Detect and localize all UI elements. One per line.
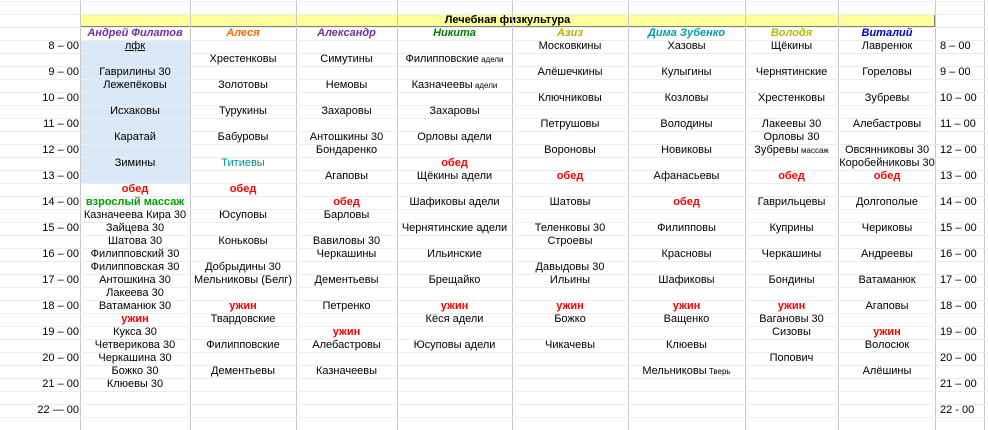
cell-text: Ильины: [549, 274, 591, 286]
cell-text: Кукса 30: [113, 326, 157, 338]
cell-text: обед: [778, 170, 805, 182]
cell-text: Давыдовы 30: [535, 261, 605, 273]
time-label-left: 18 – 00: [42, 300, 79, 312]
grid-hline: [0, 14, 988, 15]
schedule-cell[interactable]: [190, 300, 296, 313]
cell-text: Симутины: [320, 53, 373, 65]
cell-text: обед: [556, 170, 584, 182]
schedule-cell[interactable]: [80, 287, 190, 300]
cell-text: обед: [333, 196, 360, 208]
cell-text: Филипповские: [405, 53, 479, 65]
cell-text: Шафиковы адели: [409, 196, 500, 208]
schedule-cell[interactable]: [628, 118, 745, 131]
time-label-right: 13 – 00: [940, 170, 977, 182]
schedule-cell[interactable]: [296, 131, 397, 144]
time-label-right: 10 – 00: [940, 92, 977, 104]
cell-text: ужин: [777, 300, 806, 312]
schedule-cell[interactable]: [190, 339, 296, 352]
cell-text: Юсуповы: [219, 209, 267, 221]
cell-text: обед: [673, 196, 700, 208]
schedule-cell[interactable]: [80, 313, 190, 326]
cell-text: Коробейниковы 30: [839, 157, 935, 169]
schedule-cell[interactable]: [745, 274, 838, 287]
schedule-cell[interactable]: [745, 118, 838, 131]
cell-text: Шатовы: [549, 196, 591, 208]
cell-text: обед: [229, 183, 257, 195]
cell-text: Петренко: [322, 300, 371, 312]
schedule-cell[interactable]: [80, 300, 190, 313]
time-label-left: 15 – 00: [42, 222, 79, 234]
schedule-cell[interactable]: [512, 274, 628, 287]
grid-hline: [0, 27, 988, 28]
schedule-cell[interactable]: [512, 40, 628, 53]
schedule-cell[interactable]: [296, 248, 397, 261]
cell-text: Зубревы: [754, 144, 799, 156]
cell-text: Бондины: [768, 274, 815, 286]
schedule-cell[interactable]: [397, 170, 512, 183]
cell-text: Хрестенковы: [209, 53, 277, 65]
cell-text: Клюевы: [666, 339, 707, 351]
schedule-cell[interactable]: [296, 196, 397, 209]
schedule-cell[interactable]: [838, 66, 936, 79]
schedule-cell[interactable]: [512, 66, 628, 79]
cell-text: Лакеевы 30: [761, 118, 822, 130]
time-label-right: 22 - 00: [940, 404, 975, 416]
schedule-cell[interactable]: [397, 131, 512, 144]
schedule-cell[interactable]: [512, 261, 628, 274]
schedule-cell[interactable]: [80, 66, 190, 79]
schedule-cell[interactable]: [745, 352, 838, 365]
cell-text: Антошкины 30: [309, 131, 384, 143]
schedule-cell[interactable]: [80, 196, 190, 209]
schedule-cell[interactable]: [838, 365, 936, 378]
cell-text: обед: [121, 183, 149, 195]
schedule-cell[interactable]: [296, 105, 397, 118]
cell-text: Шатова 30: [107, 235, 163, 247]
cell-text: Алебастровы: [312, 339, 381, 351]
cell-text: Петрушовы: [540, 118, 600, 130]
cell-text: Агаповы: [865, 300, 909, 312]
cell-text: Строевы: [547, 235, 593, 247]
cell-note: адели: [472, 81, 498, 90]
cell-note: Тверь: [706, 367, 731, 376]
schedule-cell[interactable]: [745, 222, 838, 235]
schedule-cell[interactable]: [628, 274, 745, 287]
schedule-cell[interactable]: [628, 339, 745, 352]
cell-text: Хазовы: [667, 40, 706, 52]
schedule-cell[interactable]: [628, 196, 745, 209]
schedule-cell[interactable]: [628, 66, 745, 79]
schedule-cell[interactable]: [838, 222, 936, 235]
schedule-cell[interactable]: [80, 131, 190, 144]
schedule-cell[interactable]: [80, 261, 190, 274]
schedule-cell[interactable]: [190, 131, 296, 144]
cell-text: Ключниковы: [538, 92, 602, 104]
cell-text: Казначеевы: [315, 365, 378, 377]
cell-note: массаж: [798, 146, 829, 155]
schedule-cell[interactable]: [745, 196, 838, 209]
time-label-left: 22 — 00: [37, 404, 79, 416]
schedule-cell[interactable]: [296, 53, 397, 66]
schedule-cell[interactable]: [838, 326, 936, 339]
cell-text: ужин: [672, 300, 701, 312]
cell-text: Афанасьевы: [653, 170, 720, 182]
time-label-right: 16 – 00: [940, 248, 977, 260]
cell-text: Филипповы: [657, 222, 716, 234]
schedule-cell[interactable]: [512, 235, 628, 248]
cell-text: ужин: [332, 326, 361, 338]
column-header-c1: Алеся: [226, 27, 260, 39]
time-label-left: 14 – 00: [42, 196, 79, 208]
cell-text: Гореловы: [862, 66, 912, 78]
cell-text: Чернятинские адели: [401, 222, 508, 234]
cell-text: Володины: [660, 118, 713, 130]
cell-text: ужин: [440, 300, 469, 312]
cell-text: Попович: [769, 352, 814, 364]
cell-text: Захаровы: [429, 105, 480, 117]
schedule-cell[interactable]: [190, 79, 296, 92]
cell-text: Казначеевы: [411, 79, 473, 91]
schedule-cell[interactable]: [80, 248, 190, 261]
cell-text: Алёшины: [862, 365, 912, 377]
cell-text: Филипповская 30: [90, 261, 180, 273]
cell-text: Андреевы: [861, 248, 913, 260]
time-label-left: 17 – 00: [42, 274, 79, 286]
schedule-cell[interactable]: [512, 170, 628, 183]
cell-text: Орловы 30: [763, 131, 820, 143]
schedule-cell[interactable]: [80, 235, 190, 248]
cell-text: Ильинские: [427, 248, 482, 260]
cell-note: адели: [478, 55, 504, 64]
cell-text: Щёкины адели: [416, 170, 493, 182]
schedule-cell[interactable]: [80, 79, 190, 92]
schedule-cell[interactable]: [745, 40, 838, 53]
schedule-cell[interactable]: [397, 313, 512, 326]
schedule-cell[interactable]: [745, 92, 838, 105]
schedule-cell[interactable]: [296, 365, 397, 378]
grid-hline: [0, 391, 988, 392]
schedule-cell[interactable]: [296, 339, 397, 352]
column-header-c2: Александр: [317, 27, 376, 39]
cell-text: Зайцева 30: [105, 222, 165, 234]
cell-text: Гаврильцевы: [757, 196, 826, 208]
time-label-right: 21 – 00: [940, 378, 977, 390]
schedule-cell[interactable]: [397, 53, 512, 66]
cell-text: Филипповские: [206, 339, 280, 351]
time-label-right: 15 – 00: [940, 222, 977, 234]
schedule-cell[interactable]: [512, 118, 628, 131]
schedule-cell[interactable]: [838, 300, 936, 313]
schedule-cell[interactable]: [512, 144, 628, 157]
schedule-cell[interactable]: [745, 131, 838, 144]
schedule-cell[interactable]: [745, 300, 838, 313]
schedule-cell[interactable]: [628, 313, 745, 326]
time-label-left: 12 – 00: [42, 144, 79, 156]
schedule-cell[interactable]: [296, 79, 397, 92]
time-label-left: 20 – 00: [42, 352, 79, 364]
schedule-cell[interactable]: [296, 235, 397, 248]
schedule-cell[interactable]: [397, 339, 512, 352]
cell-text: Московкины: [538, 40, 602, 52]
cell-text: Куприны: [769, 222, 814, 234]
cell-text: Кёся адели: [425, 313, 484, 325]
schedule-cell[interactable]: [80, 326, 190, 339]
cell-text: Барловы: [323, 209, 370, 221]
cell-text: Ватаманюк 30: [98, 300, 172, 312]
cell-text: Турукины: [219, 105, 267, 117]
schedule-cell[interactable]: [80, 222, 190, 235]
cell-text: Зубревы: [864, 92, 910, 104]
schedule-cell[interactable]: [745, 248, 838, 261]
schedule-cell[interactable]: [190, 53, 296, 66]
column-header-c5: Дима Зубенко: [647, 27, 726, 39]
schedule-cell[interactable]: [296, 274, 397, 287]
schedule-cell[interactable]: [745, 313, 838, 326]
schedule-cell[interactable]: [296, 300, 397, 313]
cell-text: Кулыгины: [661, 66, 712, 78]
schedule-cell[interactable]: [838, 196, 936, 209]
cell-text: Исхаковы: [110, 105, 160, 117]
cell-text: Теленковы 30: [534, 222, 606, 234]
cell-text: взрослый массаж: [85, 196, 185, 208]
schedule-cell[interactable]: [80, 378, 190, 391]
cell-text: Волосюк: [864, 339, 910, 351]
cell-text: Новиковы: [661, 144, 712, 156]
cell-text: Бабуровы: [217, 131, 269, 143]
schedule-cell[interactable]: [397, 157, 512, 170]
cell-text: ужин: [229, 300, 257, 312]
time-label-right: 18 – 00: [940, 300, 977, 312]
schedule-cell[interactable]: [512, 196, 628, 209]
time-label-left: 9 – 00: [48, 66, 79, 78]
schedule-cell[interactable]: [80, 157, 190, 170]
cell-text: ужин: [556, 300, 584, 312]
cell-text: Лежепёковы: [103, 79, 167, 91]
schedule-cell[interactable]: [397, 248, 512, 261]
cell-text: обед: [873, 170, 901, 182]
schedule-cell[interactable]: [838, 274, 936, 287]
cell-text: Лавренюк: [861, 40, 913, 52]
schedule-cell[interactable]: [296, 144, 397, 157]
time-label-left: 10 – 00: [42, 92, 79, 104]
cell-text: Дементьевы: [314, 274, 379, 286]
schedule-cell[interactable]: [190, 105, 296, 118]
schedule-cell[interactable]: [296, 170, 397, 183]
schedule-cell[interactable]: [190, 235, 296, 248]
cell-text: Ващенко: [663, 313, 710, 325]
cell-text: Черкашины: [761, 248, 822, 260]
cell-text: Зимины: [114, 157, 156, 169]
column-header-c0: Андрей Филатов: [87, 27, 183, 39]
schedule-cell[interactable]: [190, 274, 296, 287]
cell-text: Добрыдины 30: [205, 261, 281, 273]
schedule-cell[interactable]: [512, 300, 628, 313]
cell-text: Божко: [554, 313, 586, 325]
cell-text: Овсянниковы 30: [844, 144, 930, 156]
schedule-cell[interactable]: [80, 183, 190, 196]
time-label-left: 11 – 00: [43, 118, 79, 130]
schedule-cell[interactable]: [838, 118, 936, 131]
schedule-cell[interactable]: [512, 339, 628, 352]
schedule-cell[interactable]: [628, 222, 745, 235]
schedule-cell[interactable]: [628, 300, 745, 313]
cell-text: Хрестенковы: [758, 92, 825, 104]
cell-text: Щёкины: [770, 40, 813, 52]
cell-text: Мельниковы (Белг): [194, 274, 292, 286]
cell-text: обед: [441, 157, 468, 169]
cell-text: Долгополые: [855, 196, 919, 208]
schedule-cell[interactable]: [397, 79, 512, 92]
schedule-cell[interactable]: [190, 157, 296, 170]
schedule-cell[interactable]: [512, 92, 628, 105]
column-header-c7: Виталий: [861, 27, 913, 39]
time-label-left: 8 – 00: [48, 40, 79, 52]
cell-text: Алёшечкины: [537, 66, 603, 78]
cell-text: Клюевы 30: [106, 378, 164, 390]
cell-text: Бондаренко: [315, 144, 378, 156]
schedule-cell[interactable]: [838, 248, 936, 261]
cell-text: Четверикова 30: [94, 339, 176, 351]
cell-text: Божко 30: [111, 365, 159, 377]
schedule-cell[interactable]: [838, 339, 936, 352]
time-label-right: 14 – 00: [940, 196, 977, 208]
cell-text: Титиевы: [221, 157, 265, 169]
schedule-cell[interactable]: [80, 274, 190, 287]
cell-text: Вороновы: [544, 144, 596, 156]
time-label-right: 17 – 00: [940, 274, 977, 286]
schedule-cell[interactable]: [628, 40, 745, 53]
schedule-cell[interactable]: [190, 365, 296, 378]
time-label-left: 19 – 00: [42, 326, 79, 338]
schedule-cell[interactable]: [80, 339, 190, 352]
cell-text: Шафиковы: [658, 274, 715, 286]
schedule-cell[interactable]: [745, 144, 838, 157]
cell-text: Филипповский 30: [90, 248, 180, 260]
schedule-cell[interactable]: [838, 40, 936, 53]
schedule-cell[interactable]: [628, 248, 745, 261]
schedule-cell[interactable]: [296, 209, 397, 222]
schedule-cell[interactable]: [397, 105, 512, 118]
time-label-left: 13 – 00: [42, 170, 79, 182]
time-label-right: 11 – 00: [940, 118, 976, 130]
cell-text: Вавиловы 30: [312, 235, 381, 247]
column-header-c3: Никита: [433, 27, 476, 39]
schedule-cell[interactable]: [190, 209, 296, 222]
schedule-cell[interactable]: [628, 92, 745, 105]
schedule-cell[interactable]: [838, 170, 936, 183]
cell-text: Чикачевы: [544, 339, 595, 351]
schedule-cell[interactable]: [80, 352, 190, 365]
cell-text: Черкашина 30: [98, 352, 172, 364]
schedule-cell[interactable]: [745, 170, 838, 183]
cell-text: Дементьевы: [211, 365, 275, 377]
schedule-cell[interactable]: [397, 196, 512, 209]
grid-hline: [0, 1, 988, 2]
cell-text: Орловы адели: [417, 131, 492, 143]
schedule-cell[interactable]: [838, 157, 936, 170]
sheet-title: Лечебная физкультура: [444, 14, 571, 26]
cell-text: Агаповы: [324, 170, 369, 182]
cell-text: Козловы: [664, 92, 709, 104]
schedule-cell[interactable]: [512, 313, 628, 326]
schedule-cell[interactable]: [296, 326, 397, 339]
cell-text: Мельниковы: [642, 365, 707, 377]
time-label-right: 12 – 00: [940, 144, 977, 156]
cell-text: Чериковы: [861, 222, 913, 234]
cell-text: Лакеева 30: [106, 287, 164, 299]
schedule-cell[interactable]: [190, 313, 296, 326]
schedule-cell[interactable]: [512, 222, 628, 235]
schedule-cell[interactable]: [397, 274, 512, 287]
cell-text: Золотовы: [218, 79, 268, 91]
schedule-cell[interactable]: [628, 170, 745, 183]
schedule-cell[interactable]: [80, 105, 190, 118]
schedule-cell[interactable]: [397, 300, 512, 313]
column-header-c6: Володя: [770, 27, 813, 39]
cell-text: Немовы: [325, 79, 368, 91]
cell-text: Захаровы: [321, 105, 372, 117]
schedule-cell[interactable]: [80, 209, 190, 222]
time-label-left: 21 – 00: [42, 378, 79, 390]
time-label-left: 16 – 00: [42, 248, 79, 260]
cell-text: Гаврилины 30: [99, 66, 171, 78]
cell-text: Юсуповы адели: [413, 339, 496, 351]
time-label-right: 8 – 00: [940, 40, 971, 52]
cell-text: Сизовы: [772, 326, 811, 338]
schedule-cell[interactable]: [190, 183, 296, 196]
cell-text: Красновы: [661, 248, 712, 260]
schedule-cell[interactable]: [745, 326, 838, 339]
time-label-right: 19 – 00: [940, 326, 977, 338]
cell-text: ужин: [121, 313, 149, 325]
cell-text: Антошкина 30: [99, 274, 171, 286]
schedule-cell[interactable]: [80, 40, 190, 53]
schedule-cell[interactable]: [397, 222, 512, 235]
cell-text: Вагановы 30: [759, 313, 824, 325]
schedule-cell[interactable]: [190, 261, 296, 274]
cell-text: Черкашины: [316, 248, 377, 260]
schedule-cell[interactable]: [838, 144, 936, 157]
cell-text: лфк: [124, 40, 146, 52]
cell-text: Казначеева Кира 30: [83, 209, 187, 221]
cell-text: Чернятинские: [755, 66, 828, 78]
schedule-cell[interactable]: [628, 365, 745, 378]
cell-text: ужин: [873, 326, 901, 338]
schedule-cell[interactable]: [80, 365, 190, 378]
cell-text: Коньковы: [218, 235, 268, 247]
cell-text: Твардовские: [210, 313, 276, 325]
time-label-right: 20 – 00: [940, 352, 977, 364]
cell-text: Алебастровы: [852, 118, 922, 130]
column-header-c4: Азиз: [557, 27, 583, 39]
schedule-cell[interactable]: [745, 66, 838, 79]
grid-hline: [0, 404, 988, 405]
cell-text: Ватаманюк: [858, 274, 916, 286]
grid-hline: [0, 417, 988, 418]
schedule-cell[interactable]: [628, 144, 745, 157]
schedule-cell[interactable]: [838, 92, 936, 105]
time-label-right: 9 – 00: [940, 66, 971, 78]
cell-text: Брещайко: [428, 274, 481, 286]
cell-text: Каратай: [114, 131, 156, 143]
